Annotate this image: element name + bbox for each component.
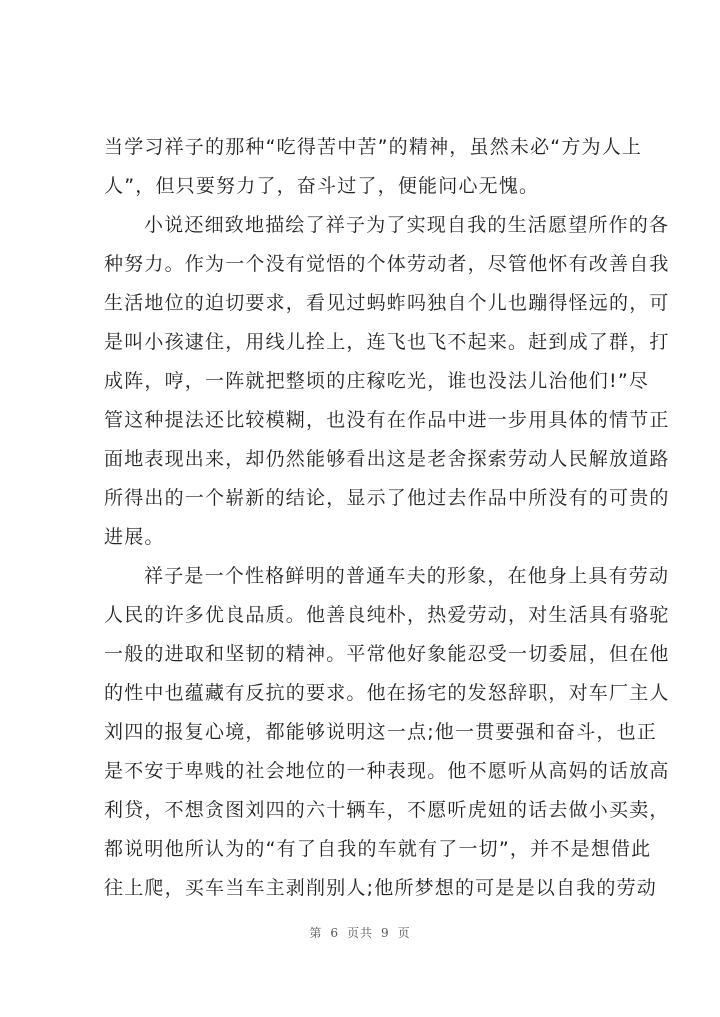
text-line: 所得出的一个崭新的结论，显示了他过去作品中所没有的可贵的 [104,487,670,509]
text-line: 管这种提法还比较模糊，也没有在作品中进一步用具体的情节正 [104,409,670,431]
text-line: 面地表现出来，却仍然能够看出这是老舍探索劳动人民解放道路 [104,448,670,470]
paragraph-1 [104,128,643,206]
text-line: 利贷，不想贪图刘四的六十辆车，不愿听虎妞的话去做小买卖， [104,799,670,821]
text-line: 人民的许多优良品质。他善良纯朴，热爱劳动，对生活具有骆驼 [104,604,670,626]
text-line: 成阵，哼，一阵就把整顷的庄稼吃光，谁也没法儿治他们!”尽 [104,370,650,392]
footer-middle: 页共 [346,926,373,940]
text-line: 是叫小孩逮住，用线儿拴上，连飞也飞不起来。赶到成了群，打 [104,331,670,353]
footer-suffix: 页 [397,926,411,940]
text-line: 是不安于卑贱的社会地位的一种表现。他不愿听从高妈的话放高 [104,760,670,782]
paragraph-2 [104,206,670,557]
text-line: 刘四的报复心境，都能够说明这一点;他一贯要强和奋斗，也正 [104,721,658,743]
body-text [104,128,670,908]
text-line: 的性中也蕴藏有反抗的要求。他在扬宅的发怒辞职，对车厂主人 [104,682,670,704]
total-page-count: 9 [381,926,390,940]
page-footer [0,924,720,941]
current-page-number: 6 [330,926,339,940]
text-line: 祥子是一个性格鲜明的普通车夫的形象，在他身上具有劳动 [144,565,670,587]
text-line: 人”，但只要努力了，奋斗过了，便能问心无愧。 [104,175,540,197]
text-line: 小说还细致地描绘了祥子为了实现自我的生活愿望所作的各 [144,214,670,236]
paragraph-3 [104,557,670,908]
text-line: 都说明他所认为的“有了自我的车就有了一切”，并不是想借此 [104,838,652,860]
text-line: 一般的进取和坚韧的精神。平常他好象能忍受一切委屈，但在他 [104,643,670,665]
footer-prefix: 第 [309,926,323,940]
text-line: 往上爬，买车当车主剥削别人;他所梦想的可是是以自我的劳动 [104,877,658,899]
text-line: 生活地位的迫切要求，看见过蚂蚱吗独自个儿也蹦得怪远的，可 [104,292,670,314]
text-line: 种努力。作为一个没有觉悟的个体劳动者，尽管他怀有改善自我 [104,253,670,275]
text-line: 进展。 [104,526,165,548]
text-line: 当学习祥子的那种“吃得苦中苦”的精神，虽然未必“方为人上 [104,136,643,158]
